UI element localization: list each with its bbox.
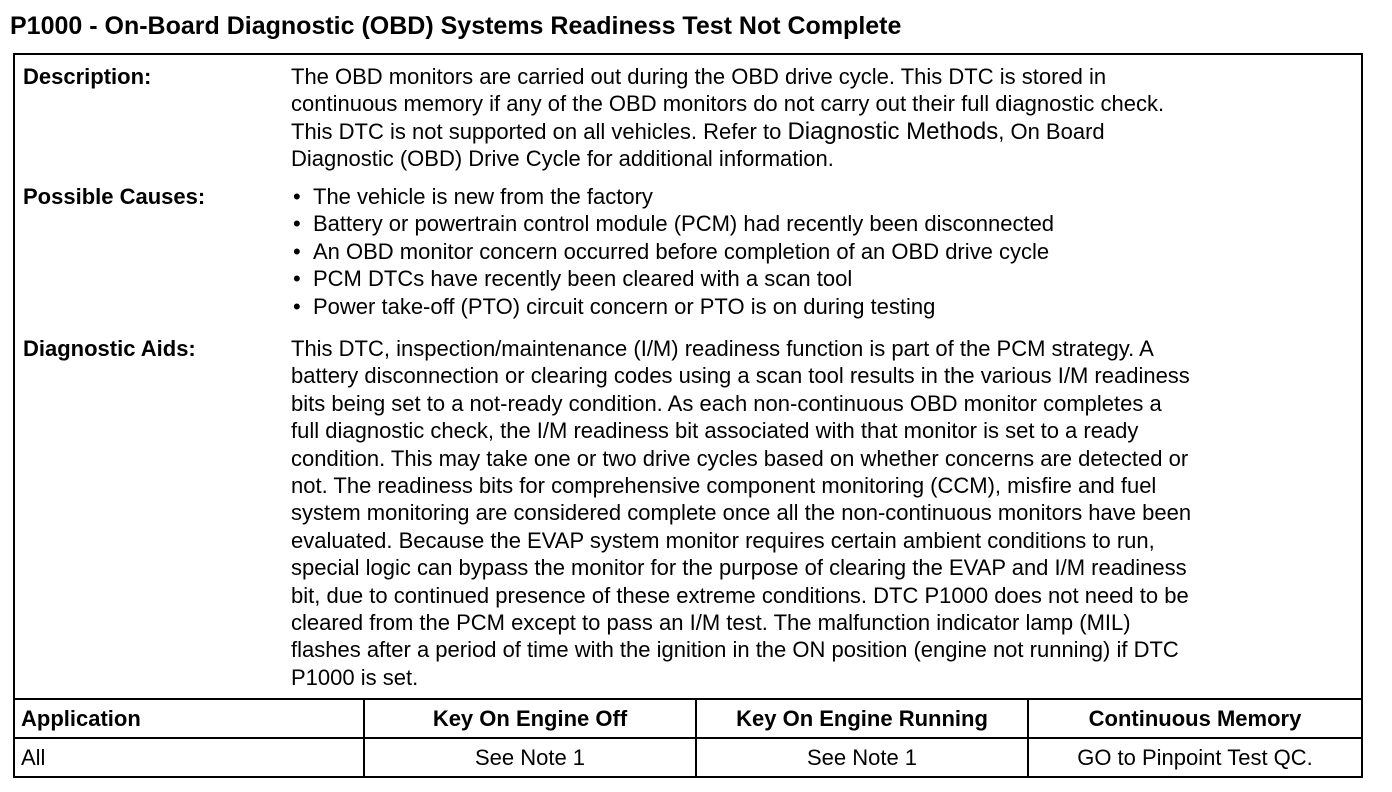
diagnostic-aids-text bbox=[291, 335, 1351, 691]
diagnostic-aids-line: bits being set to a not-ready condition. As each non-continuous OBD monitor completes a bbox=[291, 390, 1162, 416]
table-cell-koer: See Note 1 bbox=[697, 739, 1029, 776]
list-item: • PCM DTCs have recently been cleared with a scan tool bbox=[291, 265, 1351, 292]
diagnostic-aids-line: flashes after a period of time with the ignition in the ON position (engine not running) if DTC bbox=[291, 637, 1179, 663]
description-label: Description: bbox=[23, 64, 152, 89]
list-item: • Battery or powertrain control module (PCM) had recently been disconnected bbox=[291, 210, 1351, 237]
list-item: • An OBD monitor concern occurred before completion of an OBD drive cycle bbox=[291, 238, 1351, 265]
table-cell-continuous-memory: GO to Pinpoint Test QC. bbox=[1077, 744, 1313, 770]
list-item: • Power take-off (PTO) circuit concern or PTO is on during testing bbox=[291, 293, 1351, 320]
diagnostic-aids-label: Diagnostic Aids: bbox=[23, 336, 196, 361]
description-line: The OBD monitors are carried out during the OBD drive cycle. This DTC is stored in bbox=[291, 64, 1107, 89]
diagnostic-aids-line: bit, due to continued presence of these extreme conditions. DTC P1000 does not need to be bbox=[291, 582, 1189, 608]
table-header-koer: Key On Engine Running bbox=[697, 700, 1029, 737]
dtc-info-box bbox=[13, 53, 1363, 778]
description-line: Diagnostic (OBD) Drive Cycle for additional information. bbox=[291, 146, 834, 172]
possible-causes-label: Possible Causes: bbox=[23, 184, 206, 209]
diagnostic-aids-line: full diagnostic check, the I/M readiness bit associated with that monitor is set to a ready bbox=[291, 418, 1139, 444]
diagnostic-aids-line: not. The readiness bits for comprehensive component monitoring (CCM), misfire and fuel bbox=[291, 473, 1157, 499]
description-line-start: This DTC is not supported on all vehicles. Refer to bbox=[291, 118, 788, 144]
diagnostic-aids-line: evaluated. Because the EVAP system monitor requires certain ambient conditions to run, bbox=[291, 527, 1155, 553]
table-cell-application: All bbox=[15, 739, 365, 776]
diagnostic-aids-line: P1000 is set. bbox=[291, 664, 419, 690]
diagnostic-aids-line: cleared from the PCM except to pass an I/M test. The malfunction indicator lamp (MIL) bbox=[291, 610, 1131, 636]
page-title: P1000 - On-Board Diagnostic (OBD) Systems Readiness Test Not Complete bbox=[10, 12, 902, 40]
diagnostic-aids-line: This DTC, inspection/maintenance (I/M) readiness function is part of the PCM strategy. A bbox=[291, 336, 1154, 361]
diagnostic-aids-section bbox=[15, 335, 1361, 695]
table-row bbox=[15, 739, 1361, 776]
table-header-koeo: Key On Engine Off bbox=[365, 700, 697, 737]
diagnostic-methods-reference: Diagnostic Methods bbox=[787, 117, 999, 145]
table-header-row bbox=[15, 700, 1361, 739]
table-header-application: Application bbox=[15, 700, 365, 737]
table-cell-koeo: See Note 1 bbox=[365, 739, 697, 776]
description-line bbox=[291, 118, 1351, 145]
possible-causes-content bbox=[291, 183, 1351, 320]
description-text bbox=[291, 63, 1351, 173]
list-item: • The vehicle is new from the factory bbox=[291, 183, 1351, 210]
possible-causes-section bbox=[15, 183, 1361, 323]
application-table bbox=[15, 700, 1361, 776]
description-section bbox=[15, 63, 1361, 175]
diagnostic-aids-line: system monitoring are considered complete once all the non-continuous monitors have been bbox=[291, 500, 1192, 526]
possible-causes-list bbox=[291, 183, 1351, 320]
diagnostic-aids-line: special logic can bypass the monitor for the purpose of clearing the EVAP and I/M readiness bbox=[291, 555, 1187, 581]
table-header-continuous-memory: Continuous Memory bbox=[1088, 705, 1302, 731]
diagnostic-aids-line: condition. This may take one or two drive cycles based on whether concerns are detected or bbox=[291, 445, 1189, 471]
description-line: continuous memory if any of the OBD monitors do not carry out their full diagnostic check. bbox=[291, 91, 1165, 117]
description-reference-suffix: , On Board bbox=[998, 118, 1105, 144]
diagnostic-aids-line: battery disconnection or clearing codes using a scan tool results in the various I/M readiness bbox=[291, 363, 1190, 389]
